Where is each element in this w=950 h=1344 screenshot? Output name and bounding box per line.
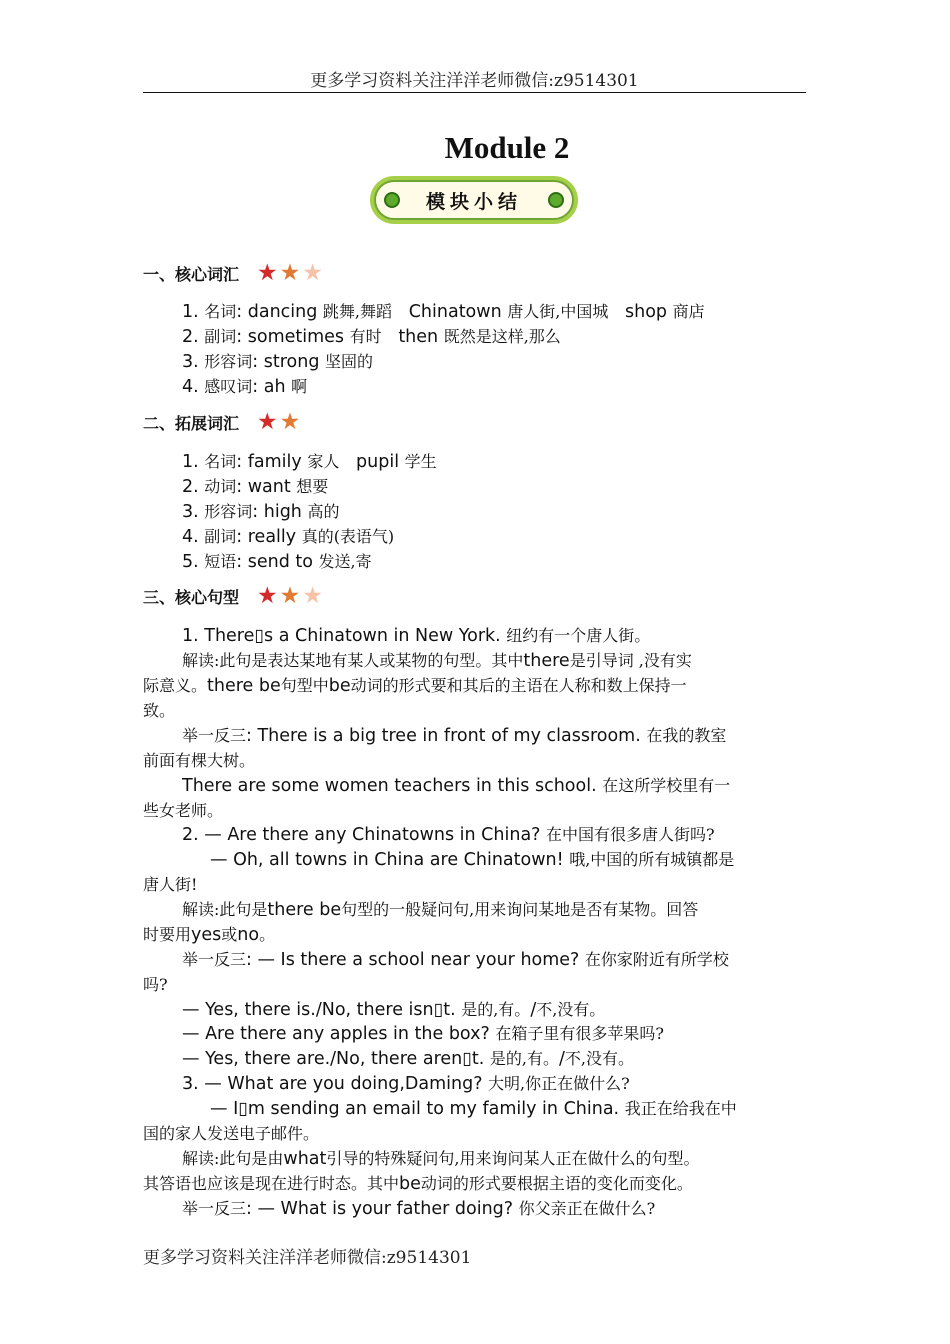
text-segment: 是的,有。 (489, 1049, 559, 1068)
text-line (182, 374, 307, 397)
text-segment: shop (608, 302, 673, 322)
rating-stars (257, 585, 323, 608)
text-segment: 是的,有。 (461, 1000, 531, 1019)
text-segment: 吗? (143, 975, 168, 994)
text-segment: there be (267, 900, 342, 920)
text-segment: 致。 (143, 701, 176, 720)
text-segment: 名词 (204, 302, 237, 321)
badge-label: 模块小结 (425, 190, 522, 213)
text-segment: 我正在给我在中 (624, 1099, 737, 1118)
text-segment: 唐人街,中国城 (507, 302, 609, 321)
half-star-icon: ★ (279, 409, 301, 435)
text-segment: 有时 (349, 327, 382, 346)
text-segment: 在这所学校里有一 (602, 776, 731, 795)
text-segment: / (530, 1000, 537, 1020)
text-segment: 在我的教室 (646, 726, 727, 745)
page-header: 更多学习资料关注洋洋老师微信:z9514301 (143, 66, 806, 93)
text-line (182, 324, 561, 347)
text-segment: 商店 (672, 302, 705, 321)
text-segment: : sometimes (236, 327, 350, 347)
text-segment: 副词 (204, 327, 237, 346)
text-segment: 动词的形式要和其后的主语在人称和数上保持一 (350, 676, 687, 695)
text-segment: : really (236, 527, 302, 547)
text-line (143, 698, 175, 721)
text-segment: 时要用 (143, 925, 192, 944)
text-segment: 想要 (296, 477, 329, 496)
text-segment: 3. — What are you doing,Daming? (182, 1074, 489, 1094)
text-segment: Chinatown (392, 302, 508, 322)
text-segment: 3. (182, 352, 205, 372)
text-segment: 纽约有一个唐人街。 (506, 626, 651, 645)
text-segment: then (381, 327, 444, 347)
text-segment: 名词 (204, 452, 237, 471)
text-segment: 在箱子里有很多苹果吗? (495, 1024, 664, 1043)
text-segment: 哦,中国的所有城镇都是 (569, 850, 735, 869)
text-line (182, 449, 437, 472)
text-segment: 引导的特殊疑问句,用来询问某人正在做什么的句型。 (326, 1149, 700, 1168)
text-line (182, 1071, 630, 1094)
text-segment: 真的(表语气) (301, 527, 395, 546)
green-dot-icon (384, 192, 400, 208)
text-segment: 短语 (204, 552, 237, 571)
text-segment: yes (191, 925, 222, 945)
text-segment: 4. (182, 527, 205, 547)
text-segment: 在你家附近有所学校 (584, 950, 729, 969)
text-line (143, 798, 223, 821)
text-segment: : ah (252, 377, 292, 397)
text-line (182, 648, 692, 671)
text-segment: 3. (182, 502, 205, 522)
text-segment: 既然是这样,那么 (443, 327, 561, 346)
text-segment: 副词 (204, 527, 237, 546)
text-segment: 不,没有。 (536, 1000, 606, 1019)
text-segment: 大明,你正在做什么? (488, 1074, 630, 1093)
text-line (182, 822, 715, 845)
text-segment: pupil (339, 452, 405, 472)
star-icon: ★ (257, 409, 278, 435)
page-footer: 更多学习资料关注洋洋老师微信:z9514301 (143, 1248, 472, 1268)
text-segment: there be (207, 676, 281, 696)
text-segment: no (237, 925, 260, 945)
text-segment: 4. (182, 377, 205, 397)
text-line (143, 748, 255, 771)
section-heading-extended-vocab (143, 411, 300, 434)
text-segment: 唐人街! (143, 875, 198, 894)
text-line (182, 499, 339, 522)
text-segment: 举一反三 (182, 950, 247, 969)
text-segment: 举一反三 (182, 1199, 247, 1218)
text-line (143, 972, 168, 995)
text-segment: 解读:此句是 (182, 900, 268, 919)
text-segment: 其答语也应该是现在进行时态。其中 (143, 1174, 400, 1193)
text-segment: 动词 (204, 477, 237, 496)
module-title: Module 2 (444, 130, 570, 165)
text-segment: 句型的一般疑问句,用来询问某地是否有某物。回答 (341, 900, 699, 919)
text-segment: 2. — Are there any Chinatowns in China? (182, 825, 547, 845)
text-segment: 跳舞,舞蹈 (322, 302, 393, 321)
text-segment: 不,没有。 (564, 1049, 634, 1068)
text-line (143, 1171, 693, 1194)
text-segment: 高的 (307, 502, 340, 521)
text-segment: 形容词 (204, 352, 253, 371)
section-heading-core-sentences (143, 585, 323, 608)
text-segment: 1. There▯s a Chinatown in New York. (182, 626, 507, 646)
text-segment: — Are there any apples in the box? (182, 1024, 496, 1044)
text-line (182, 549, 372, 572)
text-segment: 国的家人发送电子邮件。 (143, 1124, 320, 1143)
star-icon: ★ (279, 260, 301, 286)
text-line (182, 474, 328, 497)
text-line (143, 922, 275, 945)
text-segment: : send to (236, 552, 319, 572)
text-line (182, 947, 729, 970)
rating-stars (257, 411, 300, 434)
text-line (182, 1021, 664, 1044)
text-line (143, 872, 197, 895)
text-segment: : strong (252, 352, 325, 372)
text-line (182, 997, 605, 1020)
text-segment: 学生 (404, 452, 437, 471)
text-segment: be (399, 1174, 421, 1194)
text-segment: 在中国有很多唐人街吗? (546, 825, 715, 844)
text-segment: — I▯m sending an email to my family in China. (210, 1099, 625, 1119)
text-line (182, 723, 726, 746)
text-segment: / (558, 1049, 565, 1069)
text-segment: 1. (182, 452, 205, 472)
section-label: 一、核心词汇 (143, 265, 240, 284)
text-segment: 你父亲正在做什么? (518, 1199, 656, 1218)
star-icon: ★ (257, 583, 278, 609)
text-segment: There are some women teachers in this school. (182, 776, 603, 796)
half-star-icon: ★ (302, 583, 323, 609)
text-segment: 家人 (307, 452, 340, 471)
text-segment: 发送,寄 (318, 552, 372, 571)
text-segment: : dancing (236, 302, 323, 322)
green-dot-icon (548, 192, 564, 208)
summary-badge (370, 176, 578, 224)
text-segment: 或 (221, 925, 238, 944)
text-segment: 2. (182, 327, 205, 347)
text-segment: 解读:此句是由 (182, 1149, 284, 1168)
text-line (143, 673, 687, 696)
text-segment: there (523, 651, 570, 671)
text-segment: 些女老师。 (143, 801, 224, 820)
text-segment: what (283, 1149, 327, 1169)
text-segment: : high (252, 502, 308, 522)
text-line (182, 299, 705, 322)
text-segment: 1. (182, 302, 205, 322)
text-line (143, 1121, 319, 1144)
text-line (182, 1196, 655, 1219)
text-segment: 5. (182, 552, 205, 572)
rating-stars (257, 262, 323, 285)
text-segment: 解读:此句是表达某地有某人或某物的句型。其中 (182, 651, 524, 670)
text-segment: 2. (182, 477, 205, 497)
text-line (182, 623, 650, 646)
text-segment: — Yes, there is./No, there isn▯t. (182, 1000, 462, 1020)
text-line (182, 773, 730, 796)
half-star-icon: ★ (302, 260, 323, 286)
text-segment: 是引导词 ,没有实 (569, 651, 692, 670)
text-line (210, 1096, 737, 1119)
text-segment: 句型中 (280, 676, 329, 695)
text-line (182, 1046, 634, 1069)
section-label: 三、核心句型 (143, 588, 240, 607)
text-line (182, 524, 394, 547)
text-segment: : — What is your father doing? (246, 1199, 519, 1219)
text-segment: 啊 (291, 377, 308, 396)
text-segment: 。 (259, 925, 276, 944)
section-label: 二、拓展词汇 (143, 414, 240, 433)
text-segment: 动词的形式要根据主语的变化而变化。 (420, 1174, 693, 1193)
text-segment: 际意义。 (143, 676, 208, 695)
text-segment: : — Is there a school near your home? (246, 950, 585, 970)
text-segment: : family (236, 452, 308, 472)
text-line (210, 847, 734, 870)
star-icon: ★ (257, 260, 278, 286)
text-segment: — Yes, there are./No, there aren▯t. (182, 1049, 490, 1069)
text-line (182, 1146, 700, 1169)
text-segment: 举一反三 (182, 726, 247, 745)
text-segment: 坚固的 (325, 352, 374, 371)
section-heading-core-vocab (143, 262, 323, 285)
text-segment: 前面有棵大树。 (143, 751, 256, 770)
star-icon: ★ (279, 583, 301, 609)
text-segment: : want (236, 477, 297, 497)
text-line (182, 897, 698, 920)
text-segment: 感叹词 (204, 377, 253, 396)
text-segment: be (328, 676, 351, 696)
text-line (182, 349, 373, 372)
text-segment: : There is a big tree in front of my classroom. (246, 726, 647, 746)
text-segment: 形容词 (204, 502, 253, 521)
text-segment: — Oh, all towns in China are Chinatown! (210, 850, 570, 870)
